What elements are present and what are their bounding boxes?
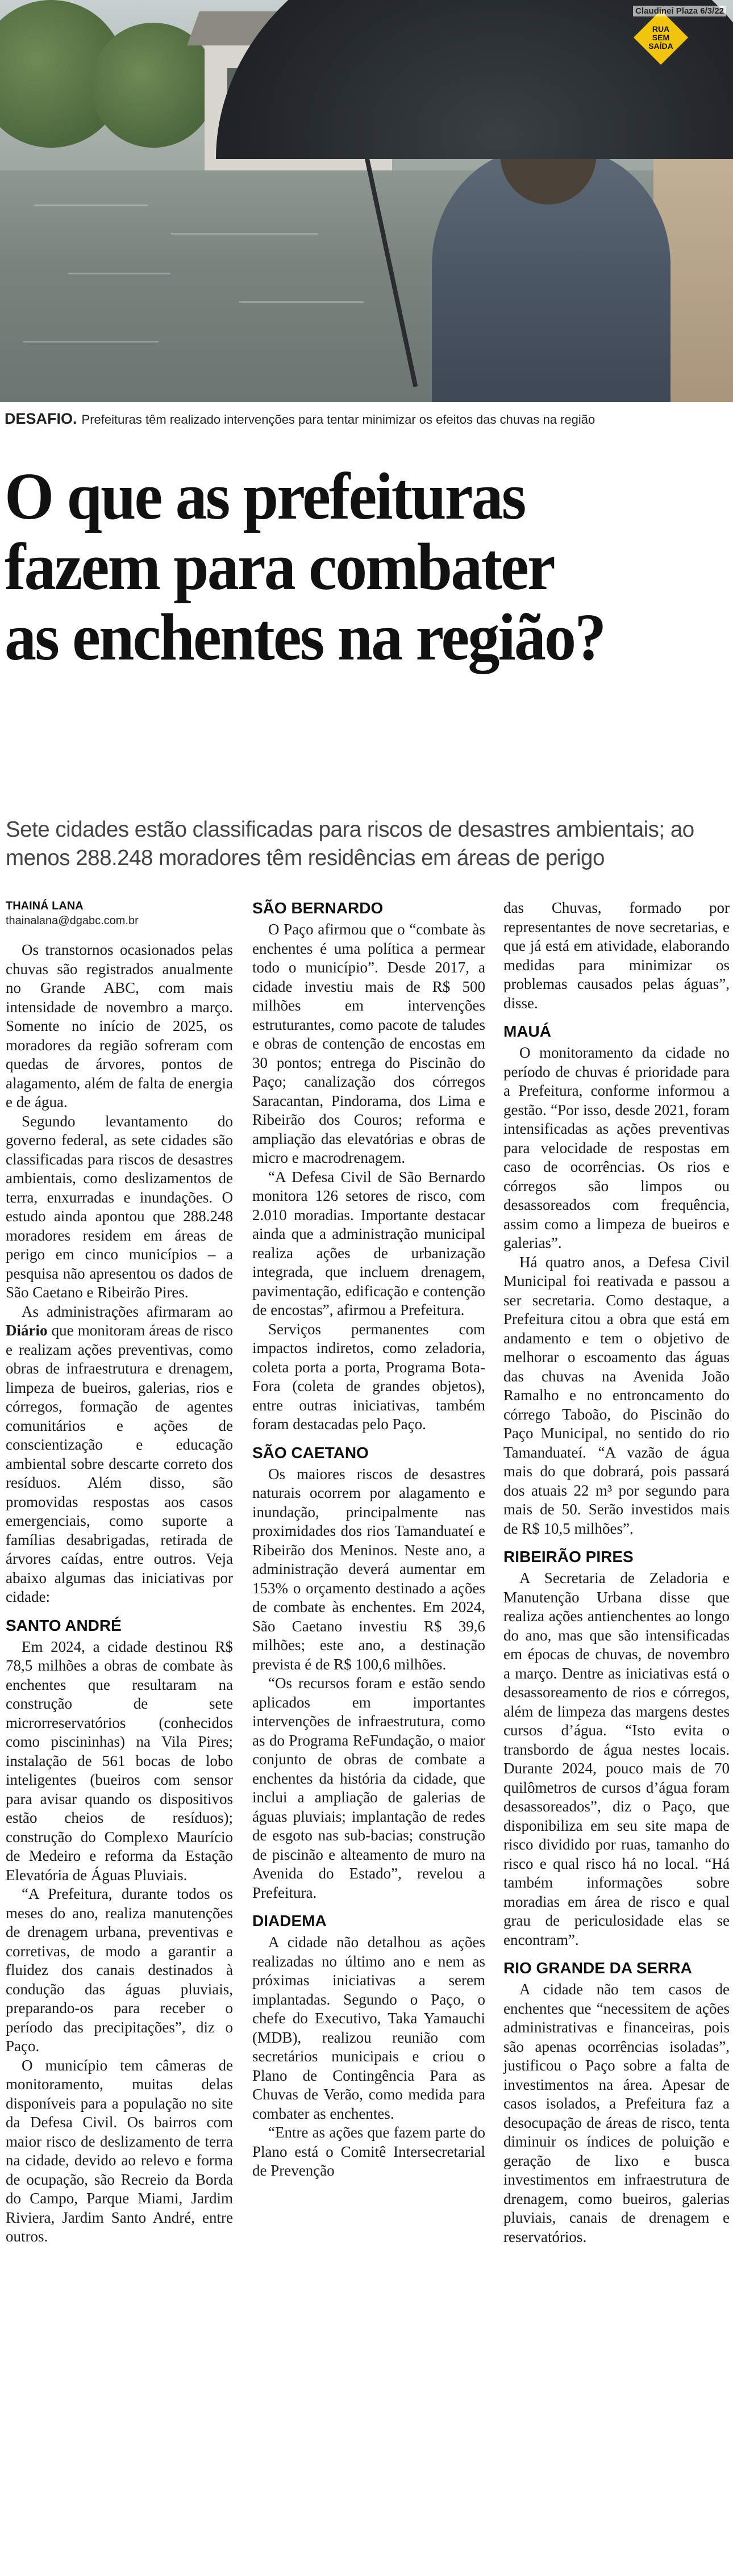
article-paragraph [6,1302,233,1607]
article-paragraph: “Entre as ações que fazem parte do Plano está o Comitê Intersecretarial de Prevenção [252,2124,485,2179]
headline-line: fazem para combater [5,529,554,604]
section-heading-sao-caetano: SÃO CAETANO [252,1443,369,1462]
street-sign-line: SEM [652,33,670,42]
subheadline: Sete cidades estão classificadas para riscos de desastres ambientais; ao menos 288.248 moradores têm residências em áreas de perigo [6,817,694,870]
article-paragraph: Os maiores riscos de desastres naturais ocorrem por alagamento e inundação, principalmente nas proximidades dos rios Tamanduateí e Ribeirão dos Meninos. Neste ano, a administração deverá aumentar em 153% o orçamento destinado a ações de combate às enchentes. Em 2024, São Caetano investiu R$ 39,6 milhões; este ano, a destinação prevista é de R$ 100,6 milhões. [252,1465,485,1673]
headline-line: O que as prefeituras [5,459,525,533]
headline-line: as enchentes na região? [5,600,605,674]
section-heading-maua: MAUÁ [503,1022,551,1040]
photo-caption [5,410,732,428]
article-paragraph: Há quatro anos, a Defesa Civil Municipal foi reativada e passou a ser secretaria. Como destaque, a Prefeitura citou a obra que está em andamento e tem o objetivo de melhorar o escoamento das águas das chuvas na Avenida João Ramalho e no entroncamento do córrego Taboão, do Piscinão do Paço Municipal, no sentido do rio Tamanduateí. “A vazão de água mais do que dobrará, pois passará dos atuais 22 m³ por segundo para mais de 50. Serão investidos mais de R$ 10,5 milhões”. [503,1253,730,1537]
section-heading-rio-grande-da-serra: RIO GRANDE DA SERRA [503,1959,692,1977]
caption-text: Prefeituras têm realizado intervenções para tentar minimizar os efeitos das chuvas na região [81,412,595,427]
article-paragraph: O monitoramento da cidade no período de chuvas é prioridade para a Prefeitura, conforme informou a gestão. “Por isso, desde 2021, foram intensificadas as ações preventivas para velocidade de respostas em caso de ocorrências. Os rios e córregos são limpos ou desassoreados com frequência, assim como a limpeza de bueiros e galerias”. [503,1044,730,1251]
headline [5,461,695,673]
paragraph-text: que monitoram áreas de risco e realizam ações preventivas, como obras de infraestrutura e drenagem, limpeza de bueiros, galerias, rios e córregos, formação de agentes comunitários e ações de conscientização e educação ambiental sobre descarte correto dos resíduos. Além disso, são promovidas respostas aos casos emergenciais, como suporte a famílias desabrigadas, retirada de árvores caídas, entre outros. Veja abaixo algumas das iniciativas por cidade: [6,1322,233,1605]
article-column-2 [252,899,485,2181]
byline-author: THAINÁ LANA [6,900,84,912]
section-heading-sao-bernardo: SÃO BERNARDO [252,899,384,917]
paragraph-text: As administrações afirmaram ao [22,1302,233,1320]
section-heading-santo-andre: SANTO ANDRÉ [6,1616,122,1634]
photo-credit: Claudinei Plaza 6/3/22 [633,6,726,16]
article-paragraph: “A Prefeitura, durante todos os meses do ano, realiza manutenções de drenagem urbana, preventivas e corretivas, de modo a garantir a fluidez dos canais destinados à condução das águas pluviais, preparando-os para receber o período das precipitações”, diz o Paço. [6,1885,233,2055]
article-paragraph: Os transtornos ocasionados pelas chuvas são registrados anualmente no Grande ABC, com mais intensidade de novembro a março. Somente no início de 2025, os moradores da região sofreram com quedas de árvores, pontos de alagamento, além de falta de energia e de água. [6,941,233,1110]
article-paragraph: “A Defesa Civil de São Bernardo monitora 126 setores de risco, com 2.010 moradias. Importante destacar ainda que a administração municipal realiza ações de urbanização integrada, que incluem drenagem, pavimentação, edificação e contenção de encostas”, afirmou a Prefeitura. [252,1168,485,1318]
caption-label: DESAFIO. [5,410,77,427]
section-heading-ribeirao-pires: RIBEIRÃO PIRES [503,1548,634,1565]
street-sign-line: RUA [652,24,670,34]
article-column-1 [6,899,233,2247]
street-sign-text [640,25,681,51]
section-heading-diadema: DIADEMA [252,1912,327,1930]
article-paragraph: O município tem câmeras de monitoramento, muitas delas disponíveis para a população no site da Defesa Civil. Os bairros com maior risco de deslizamento de terra na cidade, devido ao relevo e forma de ocupação, são Recreio da Borda do Campo, Parque Miami, Jardim Riviera, Jardim Santo André, entre outros. [6,2056,233,2245]
street-sign-line: SAÍDA [648,41,673,51]
article-paragraph: A cidade não detalhou as ações realizadas no último ano e nem as próximas iniciativas a serem implantadas. Segundo o Paço, o chefe do Executivo, Taka Yamauchi (MDB), realizou reunião com secretários municipais e criou o Plano de Contingência Para as Chuvas de Verão, como medida para combater as enchentes. [252,1934,485,2122]
article-paragraph: A cidade não tem casos de enchentes que “necessitem de ações administrativas e financeiras, pois são apenas ocorrências isoladas”, justificou o Paço sobre a falta de investimentos na área. Apesar de casos isolados, a Prefeitura faz a desocupação de áreas de risco, tenta diminuir os índices de poluição e geração de lixo e busca investimentos em infraestrutura de drenagem, como bueiros, galerias pluviais, canais de drenagem e reservatórios. [503,1981,730,2245]
byline-email[interactable]: thainalana@dgabc.com.br [6,915,139,927]
article-paragraph: Segundo levantamento do governo federal, as sete cidades são classificadas para riscos de desastres ambientais, como deslizamentos de terra, enxurradas e inundações. O estudo ainda apontou que 288.248 moradores residem em áreas de perigo em cinco municípios – a pesquisa não apresentou os dados de São Caetano e Ribeirão Pires. [6,1112,233,1301]
newspaper-name: Diário [6,1322,48,1339]
article-column-3 [503,899,730,2247]
flood-photo [0,0,733,402]
article-paragraph: O Paço afirmou que o “combate às enchentes é uma política a permear todo o município”. Desde 2017, a cidade investiu mais de R$ 500 milhões em intervenções estruturantes, como pacote de taludes e obras de contenção de encostas em 30 pontos; entrega do Piscinão do Paço; canalização dos córregos Saracantan, Pindorama, dos Lima e Ribeirão dos Couros; reforma e ampliação das elevatórias e obras de micro e macrodrenagem. [252,921,485,1166]
article-paragraph-continued: das Chuvas, formado por representantes de nove secretarias, e que já está em atividade, elaborando medidas para minimizar os problemas causados pelas águas”, disse. [503,899,730,1012]
article-paragraph: Serviços permanentes com impactos indiretos, como zeladoria, coleta porta a porta, Programa Bota-Fora (coleta de grandes objetos), entre outras iniciativas, também foram destacadas pelo Paço. [252,1320,485,1433]
article-paragraph: “Os recursos foram e estão sendo aplicados em importantes intervenções de infraestrutura, como as do Programa ReFundação, o maior conjunto de obras de combate a enchentes da história da cidade, que inclui a ampliação de galerias de águas pluviais; implantação de redes de esgoto nas sub-bacias; construção de piscinão e alteamento de muro na Avenida do Estado”, revelou a Prefeitura. [252,1675,485,1901]
article-paragraph: Em 2024, a cidade destinou R$ 78,5 milhões a obras de combate às enchentes que resultaram na construção de sete microrreservatórios (conhecidos como piscininhas) na Vila Pires; instalação de 561 bocas de lobo inteligentes (bueiros com sensor para avisar quando os dispositivos estão cheios de resíduos); construção do Complexo Maurício de Medeiro e reforma da Estação Elevatória de Águas Pluviais. [6,1638,233,1884]
article-paragraph: A Secretaria de Zeladoria e Manutenção Urbana disse que realiza ações antienchentes ao longo do ano, mas que são intensificadas em épocas de chuvas, de novembro a março. Dentre as iniciativas está o desassoreamento de rios e córregos, além de limpeza das margens destes cursos d’água. “Isto evita o transbordo de água nestes locais. Durante 2024, pouco mais de 70 quilômetros de cursos d’água foram desassoreados”, diz o Paço, que disponibiliza em seu site mapa de risco dividido por ruas, tamanho do risco e qual risco há no local. “Há também informações sobre moradias em área de risco e qual grau de periculosidade elas se encontram”. [503,1569,730,1948]
